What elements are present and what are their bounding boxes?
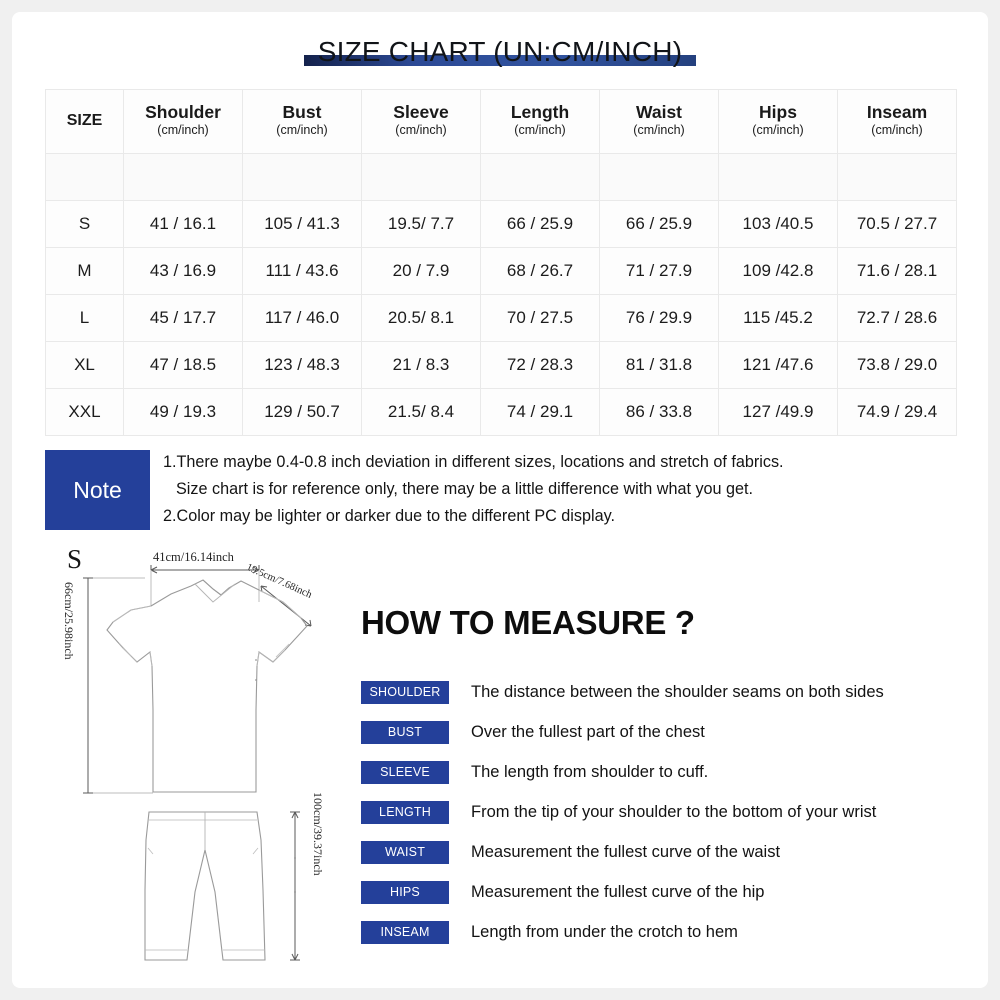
table-spacer-row [46, 154, 957, 201]
cell-inseam: 70.5 / 27.7 [838, 201, 957, 248]
measure-row-shoulder [349, 672, 969, 712]
row-size: L [46, 295, 124, 342]
cell-length: 74 / 29.1 [481, 389, 600, 436]
measure-row-inseam [349, 912, 969, 952]
cell-hips: 109 /42.8 [719, 248, 838, 295]
cell-waist: 81 / 31.8 [600, 342, 719, 389]
cell-bust: 123 / 48.3 [243, 342, 362, 389]
cell-bust: 129 / 50.7 [243, 389, 362, 436]
header-sleeve: Sleeve (cm/inch) [362, 90, 481, 154]
diagram-size-letter: S [67, 544, 83, 574]
header-bust: Bust (cm/inch) [243, 90, 362, 154]
note-badge: Note [45, 450, 150, 530]
note-line-3: 2.Color may be lighter or darker due to the different PC display. [163, 507, 615, 526]
header-hips: Hips (cm/inch) [719, 90, 838, 154]
cell-sleeve: 20.5/ 8.1 [362, 295, 481, 342]
cell-shoulder: 49 / 19.3 [124, 389, 243, 436]
table-row [46, 201, 957, 248]
note-line-1: 1.There maybe 0.4-0.8 inch deviation in different sizes, locations and stretch of fabrics. [163, 453, 784, 471]
cell-length: 66 / 25.9 [481, 201, 600, 248]
header-length: Length (cm/inch) [481, 90, 600, 154]
how-to-measure-title: HOW TO MEASURE ? [361, 604, 695, 641]
cell-shoulder: 45 / 17.7 [124, 295, 243, 342]
cell-sleeve: 21 / 8.3 [362, 342, 481, 389]
garment-diagram [45, 540, 365, 980]
measure-row-hips [349, 872, 969, 912]
note-section [45, 450, 965, 530]
cell-length: 68 / 26.7 [481, 248, 600, 295]
cell-inseam: 72.7 / 28.6 [838, 295, 957, 342]
cell-waist: 76 / 29.9 [600, 295, 719, 342]
cell-sleeve: 19.5/ 7.7 [362, 201, 481, 248]
cell-hips: 115 /45.2 [719, 295, 838, 342]
row-size: M [46, 248, 124, 295]
table-row [46, 248, 957, 295]
measure-tag-sleeve: SLEEVE [361, 761, 449, 784]
table-header-row [46, 90, 957, 154]
cell-bust: 105 / 41.3 [243, 201, 362, 248]
measure-tag-waist: WAIST [361, 841, 449, 864]
cell-waist: 71 / 27.9 [600, 248, 719, 295]
cell-hips: 103 /40.5 [719, 201, 838, 248]
cell-bust: 117 / 46.0 [243, 295, 362, 342]
title-text: SIZE CHART (UN:CM/INCH) [317, 36, 683, 67]
table-row [46, 389, 957, 436]
measure-desc-inseam: Length from under the crotch to hem [471, 922, 738, 941]
row-size: XXL [46, 389, 124, 436]
header-inseam: Inseam (cm/inch) [838, 90, 957, 154]
garment-line-art [45, 540, 365, 980]
cell-bust: 111 / 43.6 [243, 248, 362, 295]
measure-tag-bust: BUST [361, 721, 449, 744]
measure-row-length [349, 792, 969, 832]
row-size: XL [46, 342, 124, 389]
cell-sleeve: 21.5/ 8.4 [362, 389, 481, 436]
size-chart-table [45, 89, 957, 436]
cell-shoulder: 43 / 16.9 [124, 248, 243, 295]
cell-waist: 86 / 33.8 [600, 389, 719, 436]
cell-hips: 121 /47.6 [719, 342, 838, 389]
measure-row-waist [349, 832, 969, 872]
measure-desc-shoulder: The distance between the shoulder seams on both sides [471, 682, 884, 701]
diagram-pants-dimension: 100cm/39.37inch [311, 792, 325, 876]
size-chart-page [12, 12, 988, 988]
table-row [46, 342, 957, 389]
measure-desc-waist: Measurement the fullest curve of the waist [471, 842, 781, 861]
cell-waist: 66 / 25.9 [600, 201, 719, 248]
measure-tag-hips: HIPS [361, 881, 449, 904]
note-text [163, 449, 963, 531]
cell-hips: 127 /49.9 [719, 389, 838, 436]
header-size-label: SIZE [66, 111, 103, 129]
cell-shoulder: 41 / 16.1 [124, 201, 243, 248]
measure-tag-length: LENGTH [361, 801, 449, 824]
measure-tag-shoulder: SHOULDER [361, 681, 449, 704]
measure-desc-sleeve: The length from shoulder to cuff. [471, 762, 709, 781]
header-waist: Waist (cm/inch) [600, 90, 719, 154]
measure-desc-hips: Measurement the fullest curve of the hip [471, 882, 765, 901]
diagram-sleeve-dimension: 19.5cm/7.68inch [244, 562, 314, 601]
row-size: S [46, 201, 124, 248]
cell-length: 72 / 28.3 [481, 342, 600, 389]
cell-length: 70 / 27.5 [481, 295, 600, 342]
measure-desc-bust: Over the fullest part of the chest [471, 722, 705, 741]
measure-row-bust [349, 712, 969, 752]
header-shoulder: Shoulder (cm/inch) [124, 90, 243, 154]
cell-sleeve: 20 / 7.9 [362, 248, 481, 295]
header-size [46, 90, 124, 154]
diagram-shoulder-dimension: 41cm/16.14inch [153, 550, 234, 564]
page-title [12, 36, 988, 82]
table-row [46, 295, 957, 342]
cell-inseam: 74.9 / 29.4 [838, 389, 957, 436]
measure-tag-inseam: INSEAM [361, 921, 449, 944]
measure-desc-length: From the tip of your shoulder to the bottom of your wrist [471, 802, 877, 821]
note-line-2: Size chart is for reference only, there may be a little difference with what you get. [176, 480, 754, 499]
cell-shoulder: 47 / 18.5 [124, 342, 243, 389]
cell-inseam: 71.6 / 28.1 [838, 248, 957, 295]
cell-inseam: 73.8 / 29.0 [838, 342, 957, 389]
how-to-measure-section [349, 604, 969, 952]
diagram-length-dimension: 66cm/25.98inch [62, 582, 76, 660]
measure-row-sleeve [349, 752, 969, 792]
